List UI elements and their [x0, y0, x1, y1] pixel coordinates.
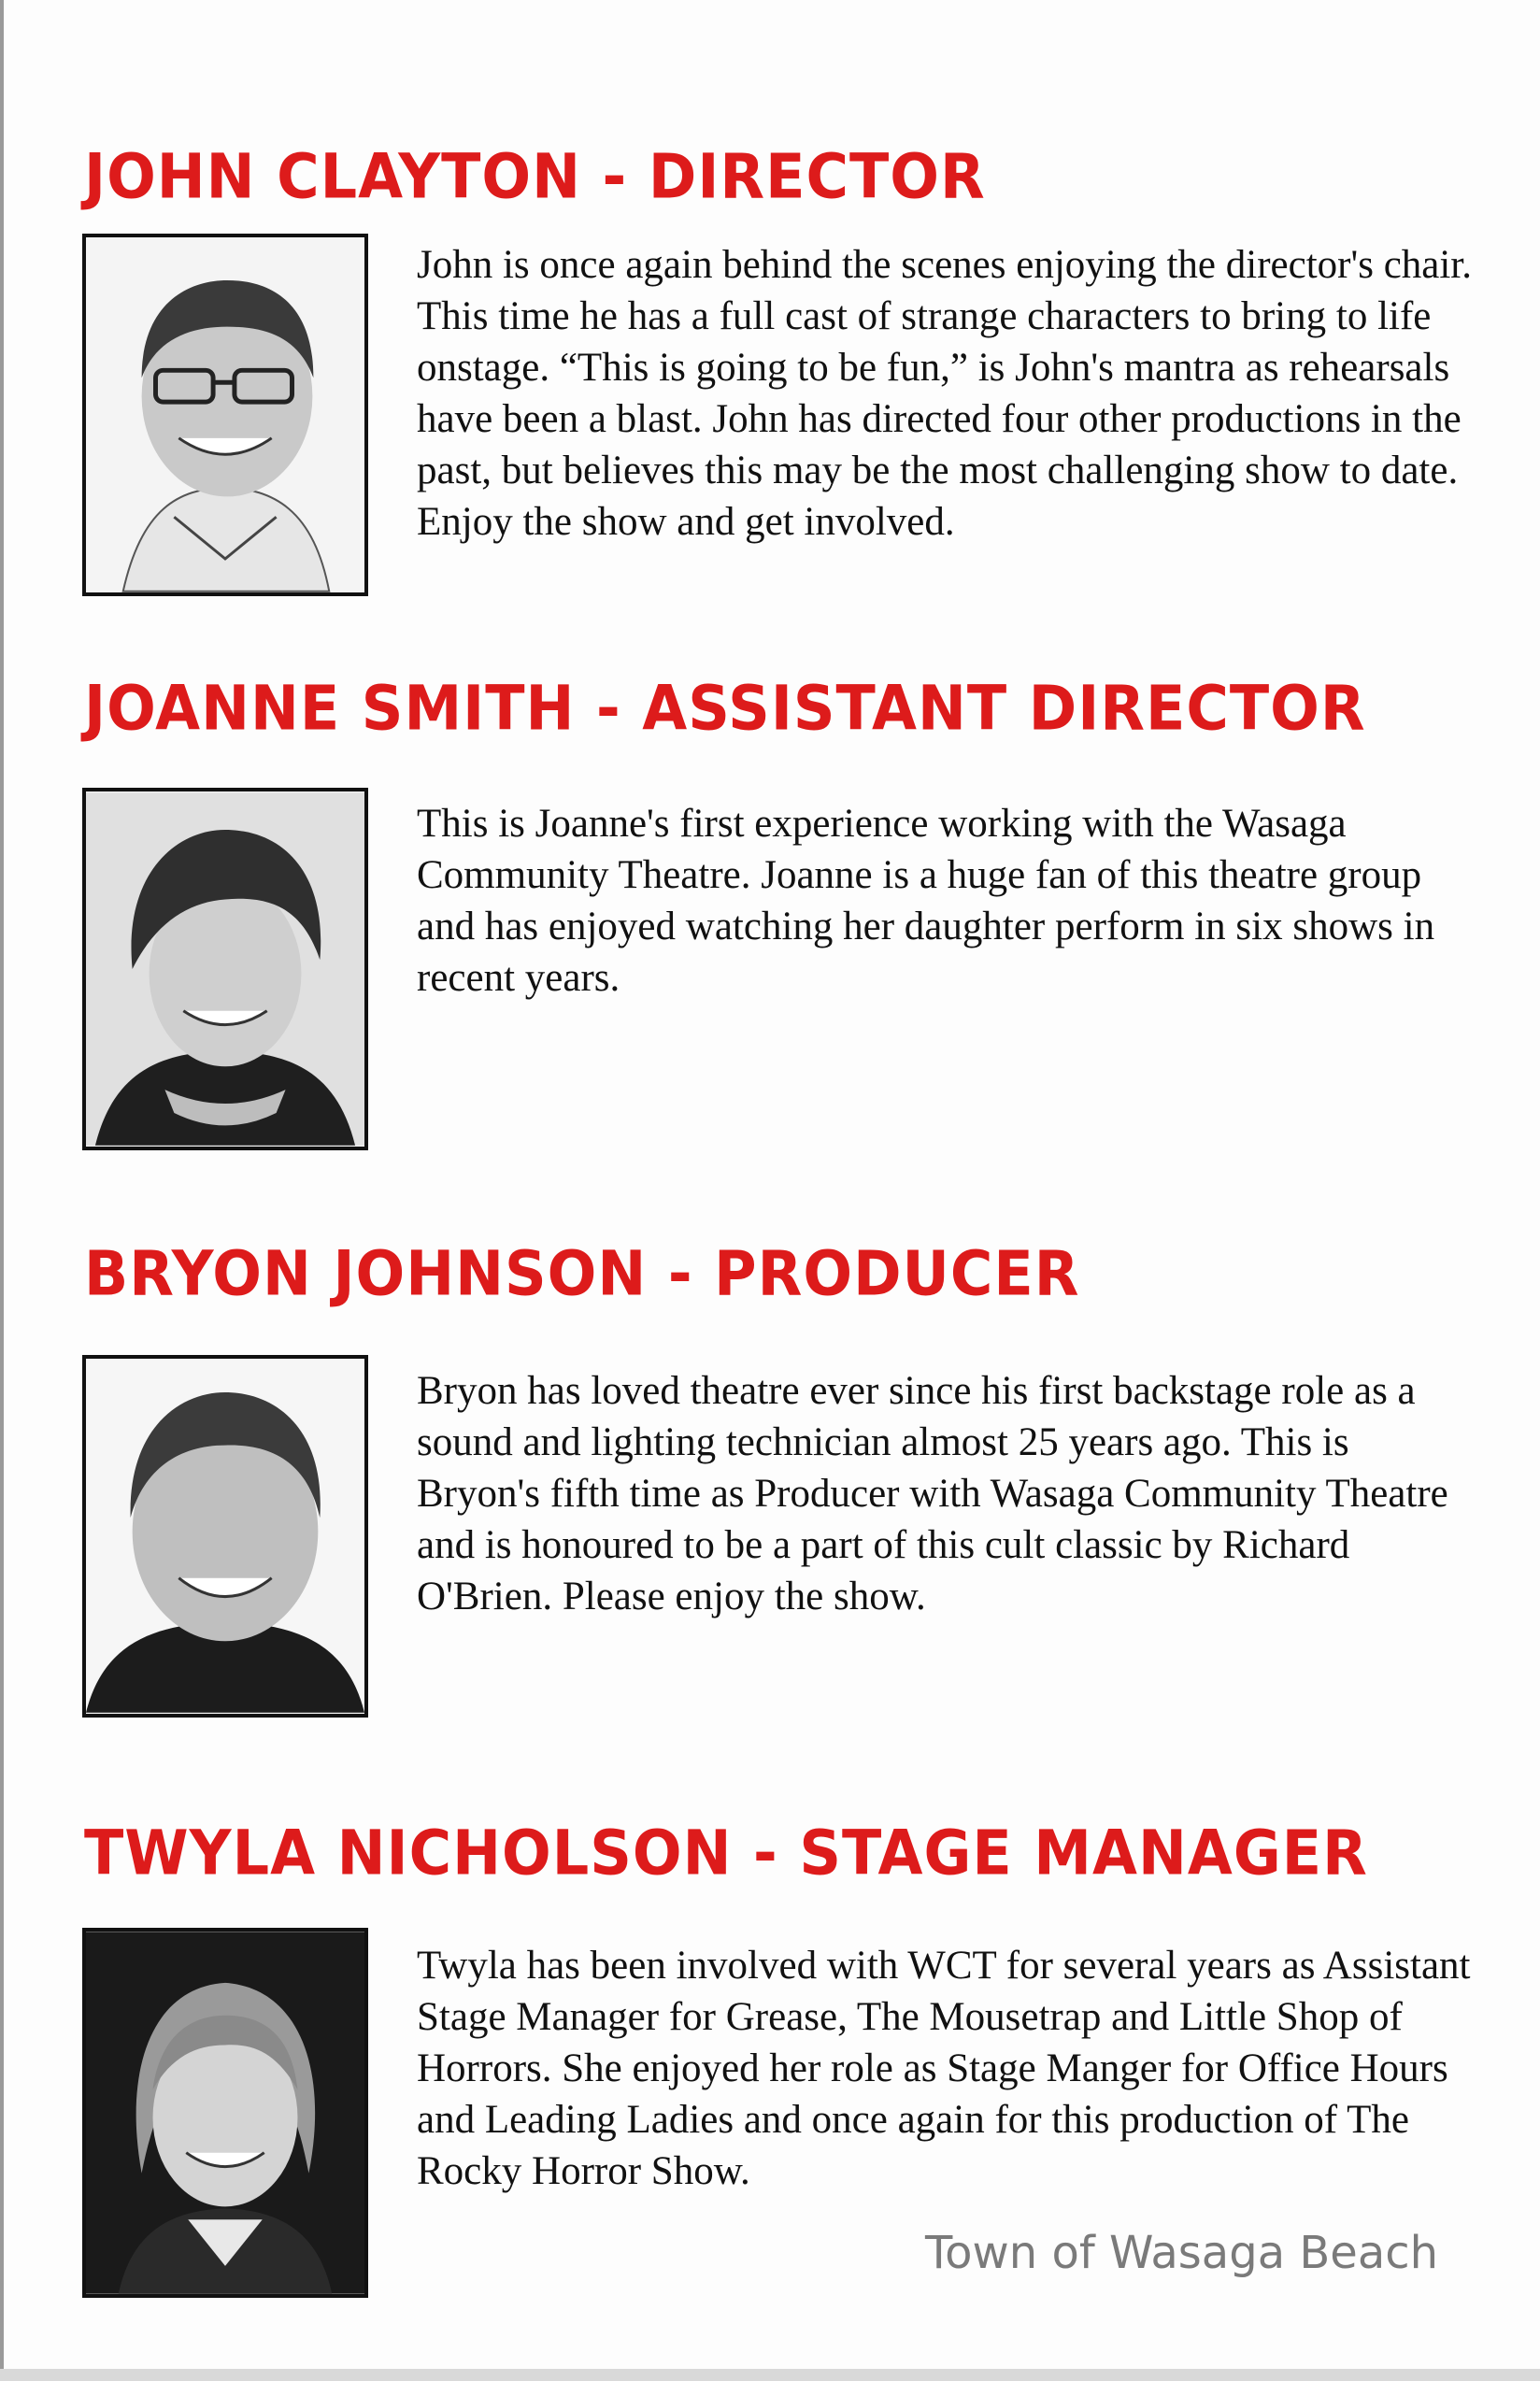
scan-edge-left: [0, 0, 4, 2381]
portrait-image: [86, 1359, 364, 1714]
photo-john-clayton: [82, 234, 368, 596]
footer-watermark: Town of Wasaga Beach: [925, 2227, 1439, 2279]
heading-joanne-smith: JOANNE SMITH - ASSISTANT DIRECTOR: [84, 671, 1366, 745]
portrait-image: [86, 791, 364, 1147]
scan-edge-bottom: [0, 2369, 1540, 2381]
heading-twyla-nicholson: TWYLA NICHOLSON - STAGE MANAGER: [84, 1816, 1368, 1889]
heading-john-clayton: JOHN CLAYTON - DIRECTOR: [84, 139, 986, 213]
photo-twyla-nicholson: [82, 1928, 368, 2298]
photo-joanne-smith: [82, 788, 368, 1150]
photo-bryon-johnson: [82, 1355, 368, 1718]
bio-john-clayton: John is once again behind the scenes enjoying the director's chair. This time he has a full cast of strange characters to bring to life onstage. “This is going to be fun,” is John's mantra as rehearsals have been a blast. John has directed four other productions in the past, but believes this may be the most challenging show to date. Enjoy the show and get involved.: [417, 243, 1473, 544]
bio-joanne-smith: This is Joanne's first experience working with the Wasaga Community Theatre. Joanne is a huge fan of this theatre group and has enjoyed watching her daughter perform in six shows in recent years.: [417, 802, 1435, 1000]
portrait-image: [86, 237, 364, 592]
portrait-image: [86, 1932, 364, 2294]
bio-bryon-johnson: Bryon has loved theatre ever since his first backstage role as a sound and lighting technician almost 25 years ago. This is Bryon's fifth time as Producer with Wasaga Community Theatre and is honoured to be a part of this cult classic by Richard O'Brien. Please enjoy the show.: [417, 1369, 1448, 1618]
heading-bryon-johnson: BRYON JOHNSON - PRODUCER: [84, 1236, 1080, 1310]
bio-twyla-nicholson: Twyla has been involved with WCT for several years as Assistant Stage Manager for Grease, The Mousetrap and Little Shop of Horrors. She enjoyed her role as Stage Manger for Office Hours and Leading Ladies and once again for this production of The Rocky Horror Show.: [417, 1944, 1471, 2193]
